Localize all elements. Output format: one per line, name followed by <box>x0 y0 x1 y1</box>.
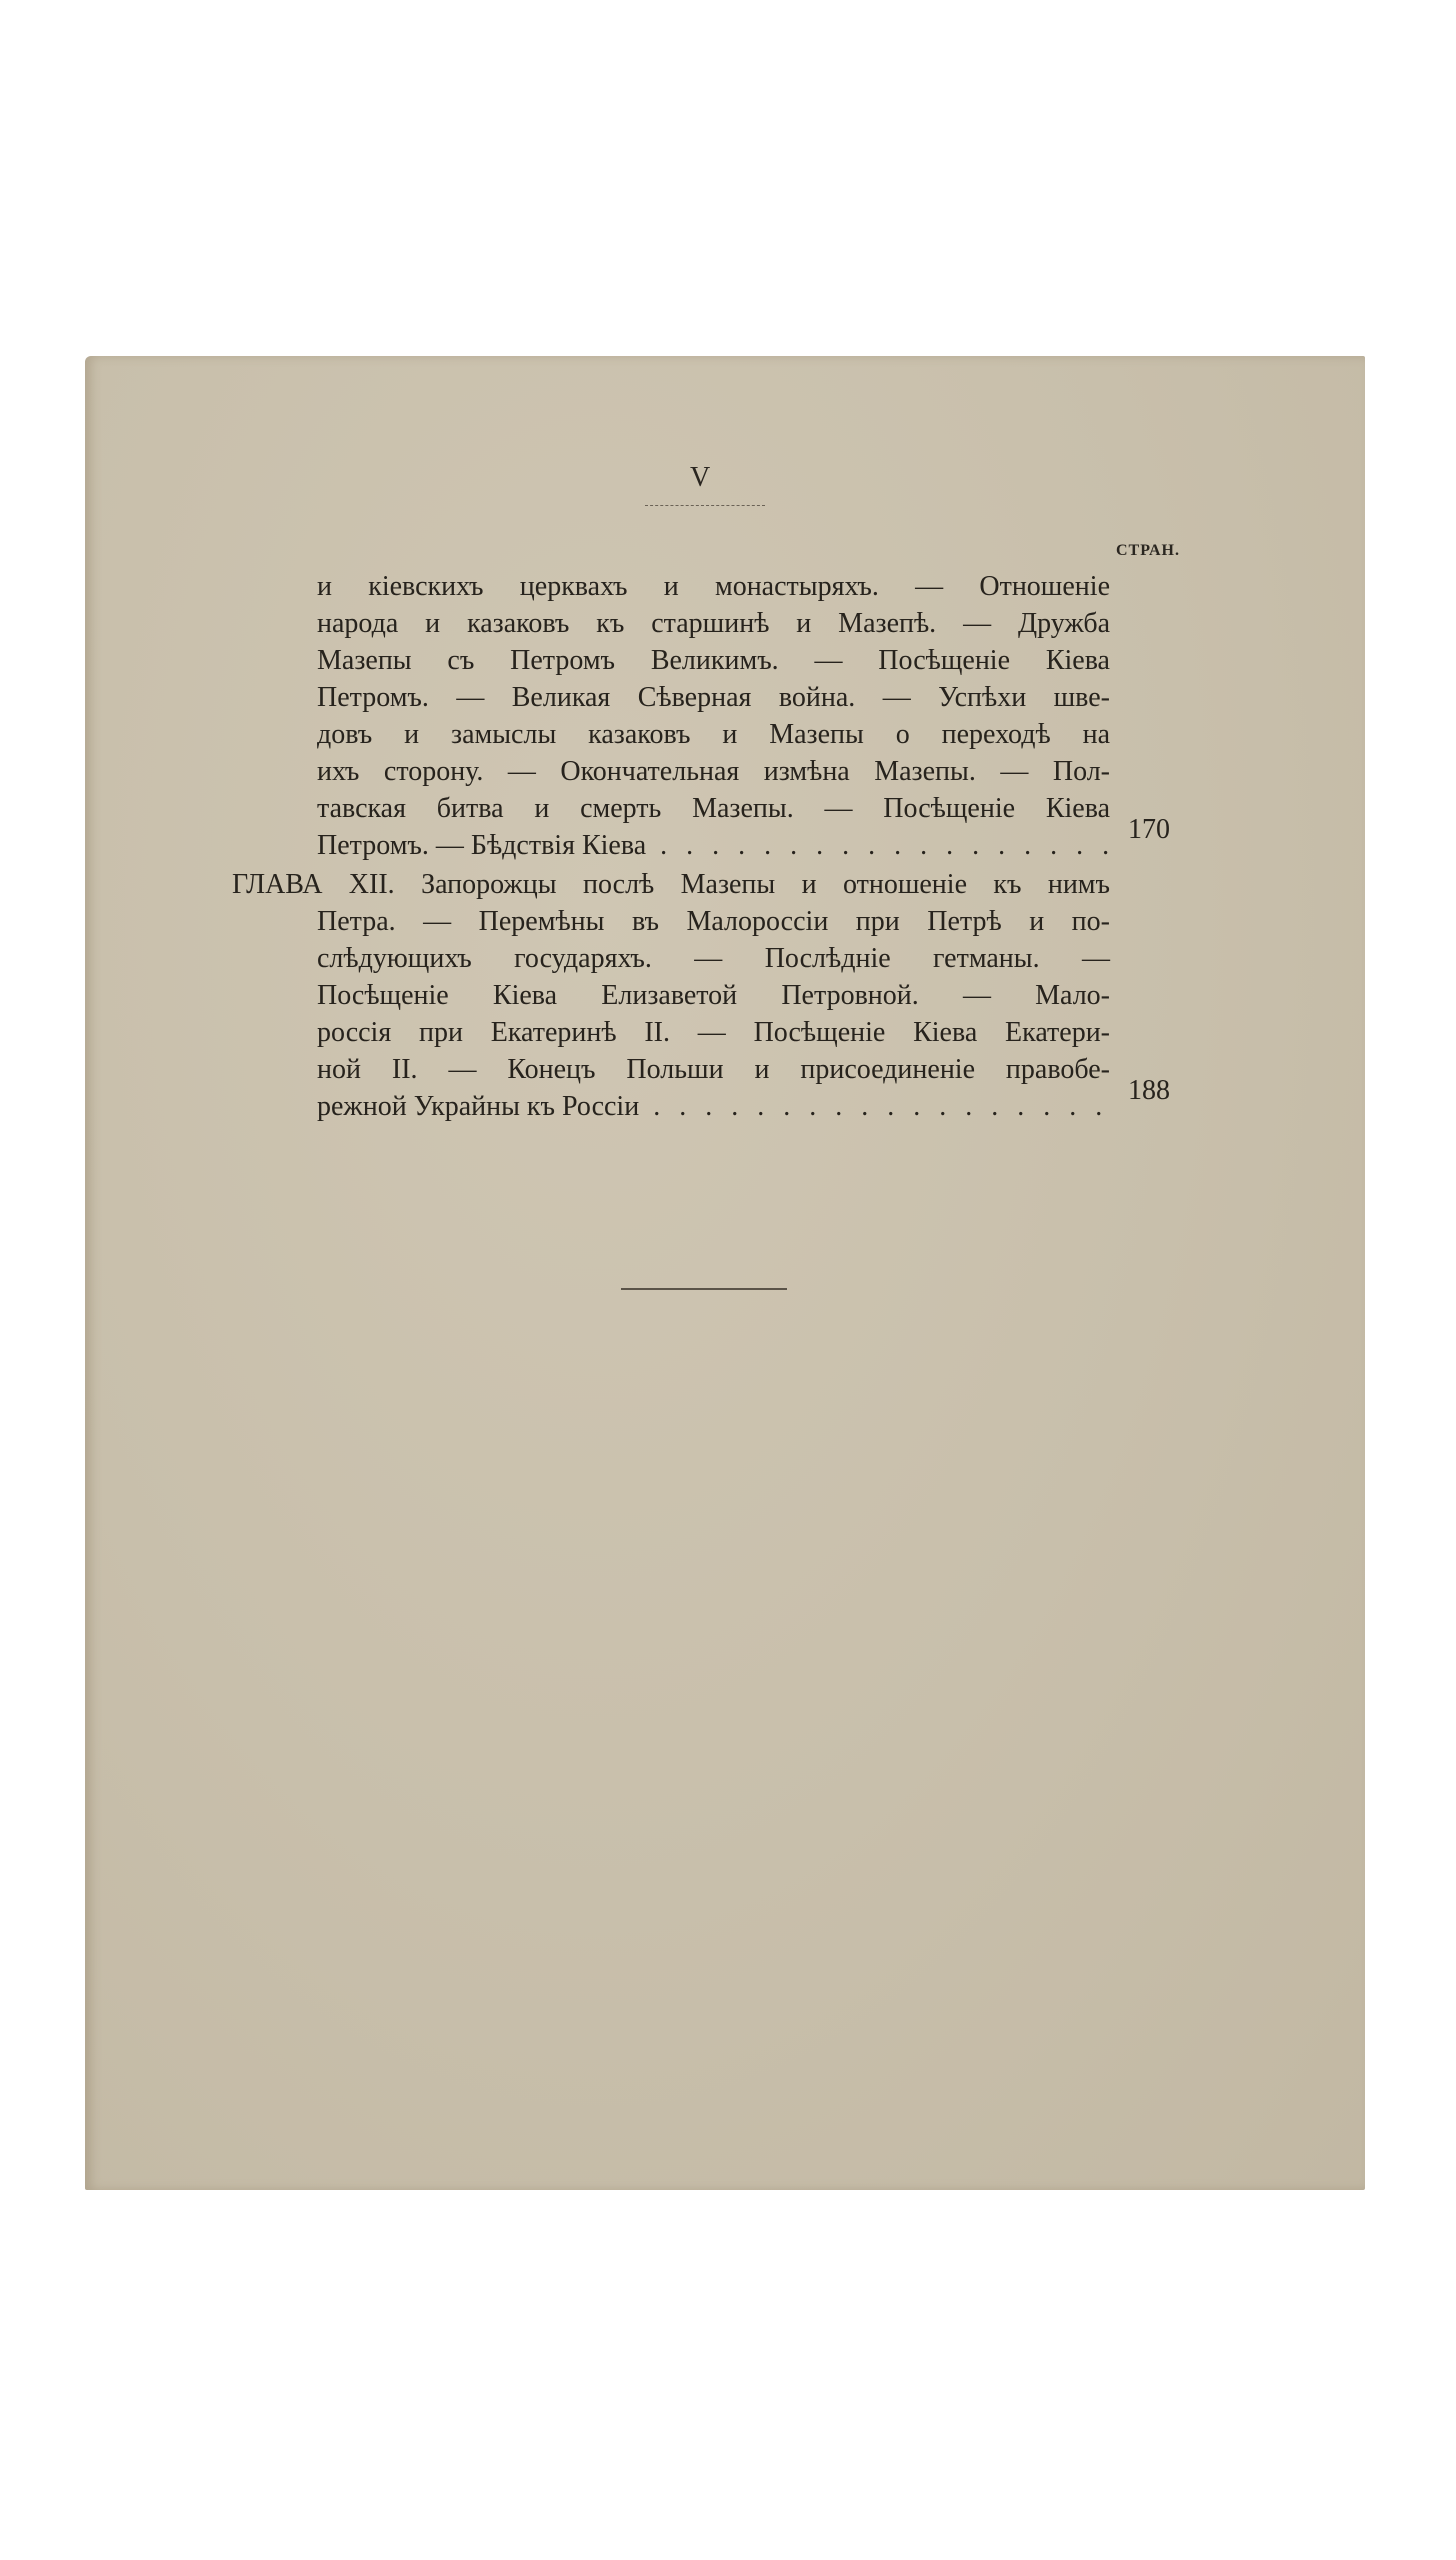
toc-line: тавская битва и смерть Мазепы. — Посѣщеніе Кіева <box>317 793 1110 824</box>
chapter-label: ГЛАВА XII. <box>232 869 395 900</box>
column-header-pages: СТРАН. <box>1116 542 1180 559</box>
toc-line-first <box>232 866 1110 903</box>
toc-line: слѣдующихъ государяхъ. — Послѣдніе гетманы. — <box>317 943 1110 974</box>
toc-line: довъ и замыслы казаковъ и Мазепы о переходѣ на <box>317 719 1110 750</box>
toc-line: Посѣщеніе Кіева Елизаветой Петровной. — Мало- <box>317 980 1110 1011</box>
toc-line: ной II. — Конецъ Польши и присоединеніе правобе- <box>317 1054 1110 1085</box>
toc-line-leader <box>317 1088 1110 1125</box>
dot-leader <box>639 1088 1110 1125</box>
toc-line: россія при Екатеринѣ II. — Посѣщеніе Кіева Екатери- <box>317 1017 1110 1048</box>
toc-last-line: режной Украйны къ Россіи <box>317 1091 640 1122</box>
toc-line-leader <box>317 827 1110 864</box>
toc-last-line: Петромъ. — Бѣдствія Кіева <box>317 830 647 861</box>
toc-line: Мазепы съ Петромъ Великимъ. — Посѣщеніе Кіева <box>317 645 1110 676</box>
dot-leader <box>646 827 1110 864</box>
toc-line: Петромъ. — Великая Сѣверная война. — Успѣхи шве- <box>317 682 1110 713</box>
toc-line: и кіевскихъ церквахъ и монастыряхъ. — Отношеніе <box>317 571 1110 602</box>
page-number-rule <box>645 505 765 506</box>
end-rule <box>621 1288 787 1290</box>
toc-line: Петра. — Перемѣны въ Малороссіи при Петрѣ и по- <box>317 906 1110 937</box>
toc-page-number: 188 <box>1128 1075 1170 1106</box>
toc-line: ихъ сторону. — Окончательная измѣна Мазепы. — Пол- <box>317 756 1110 787</box>
toc-line: народа и казаковъ къ старшинѣ и Мазепѣ. — Дружба <box>317 608 1110 639</box>
chapter-title: Запорожцы послѣ Мазепы и отношеніе къ нимъ <box>421 869 1110 900</box>
toc-page-number: 170 <box>1128 814 1170 845</box>
page-number: V <box>690 462 711 493</box>
